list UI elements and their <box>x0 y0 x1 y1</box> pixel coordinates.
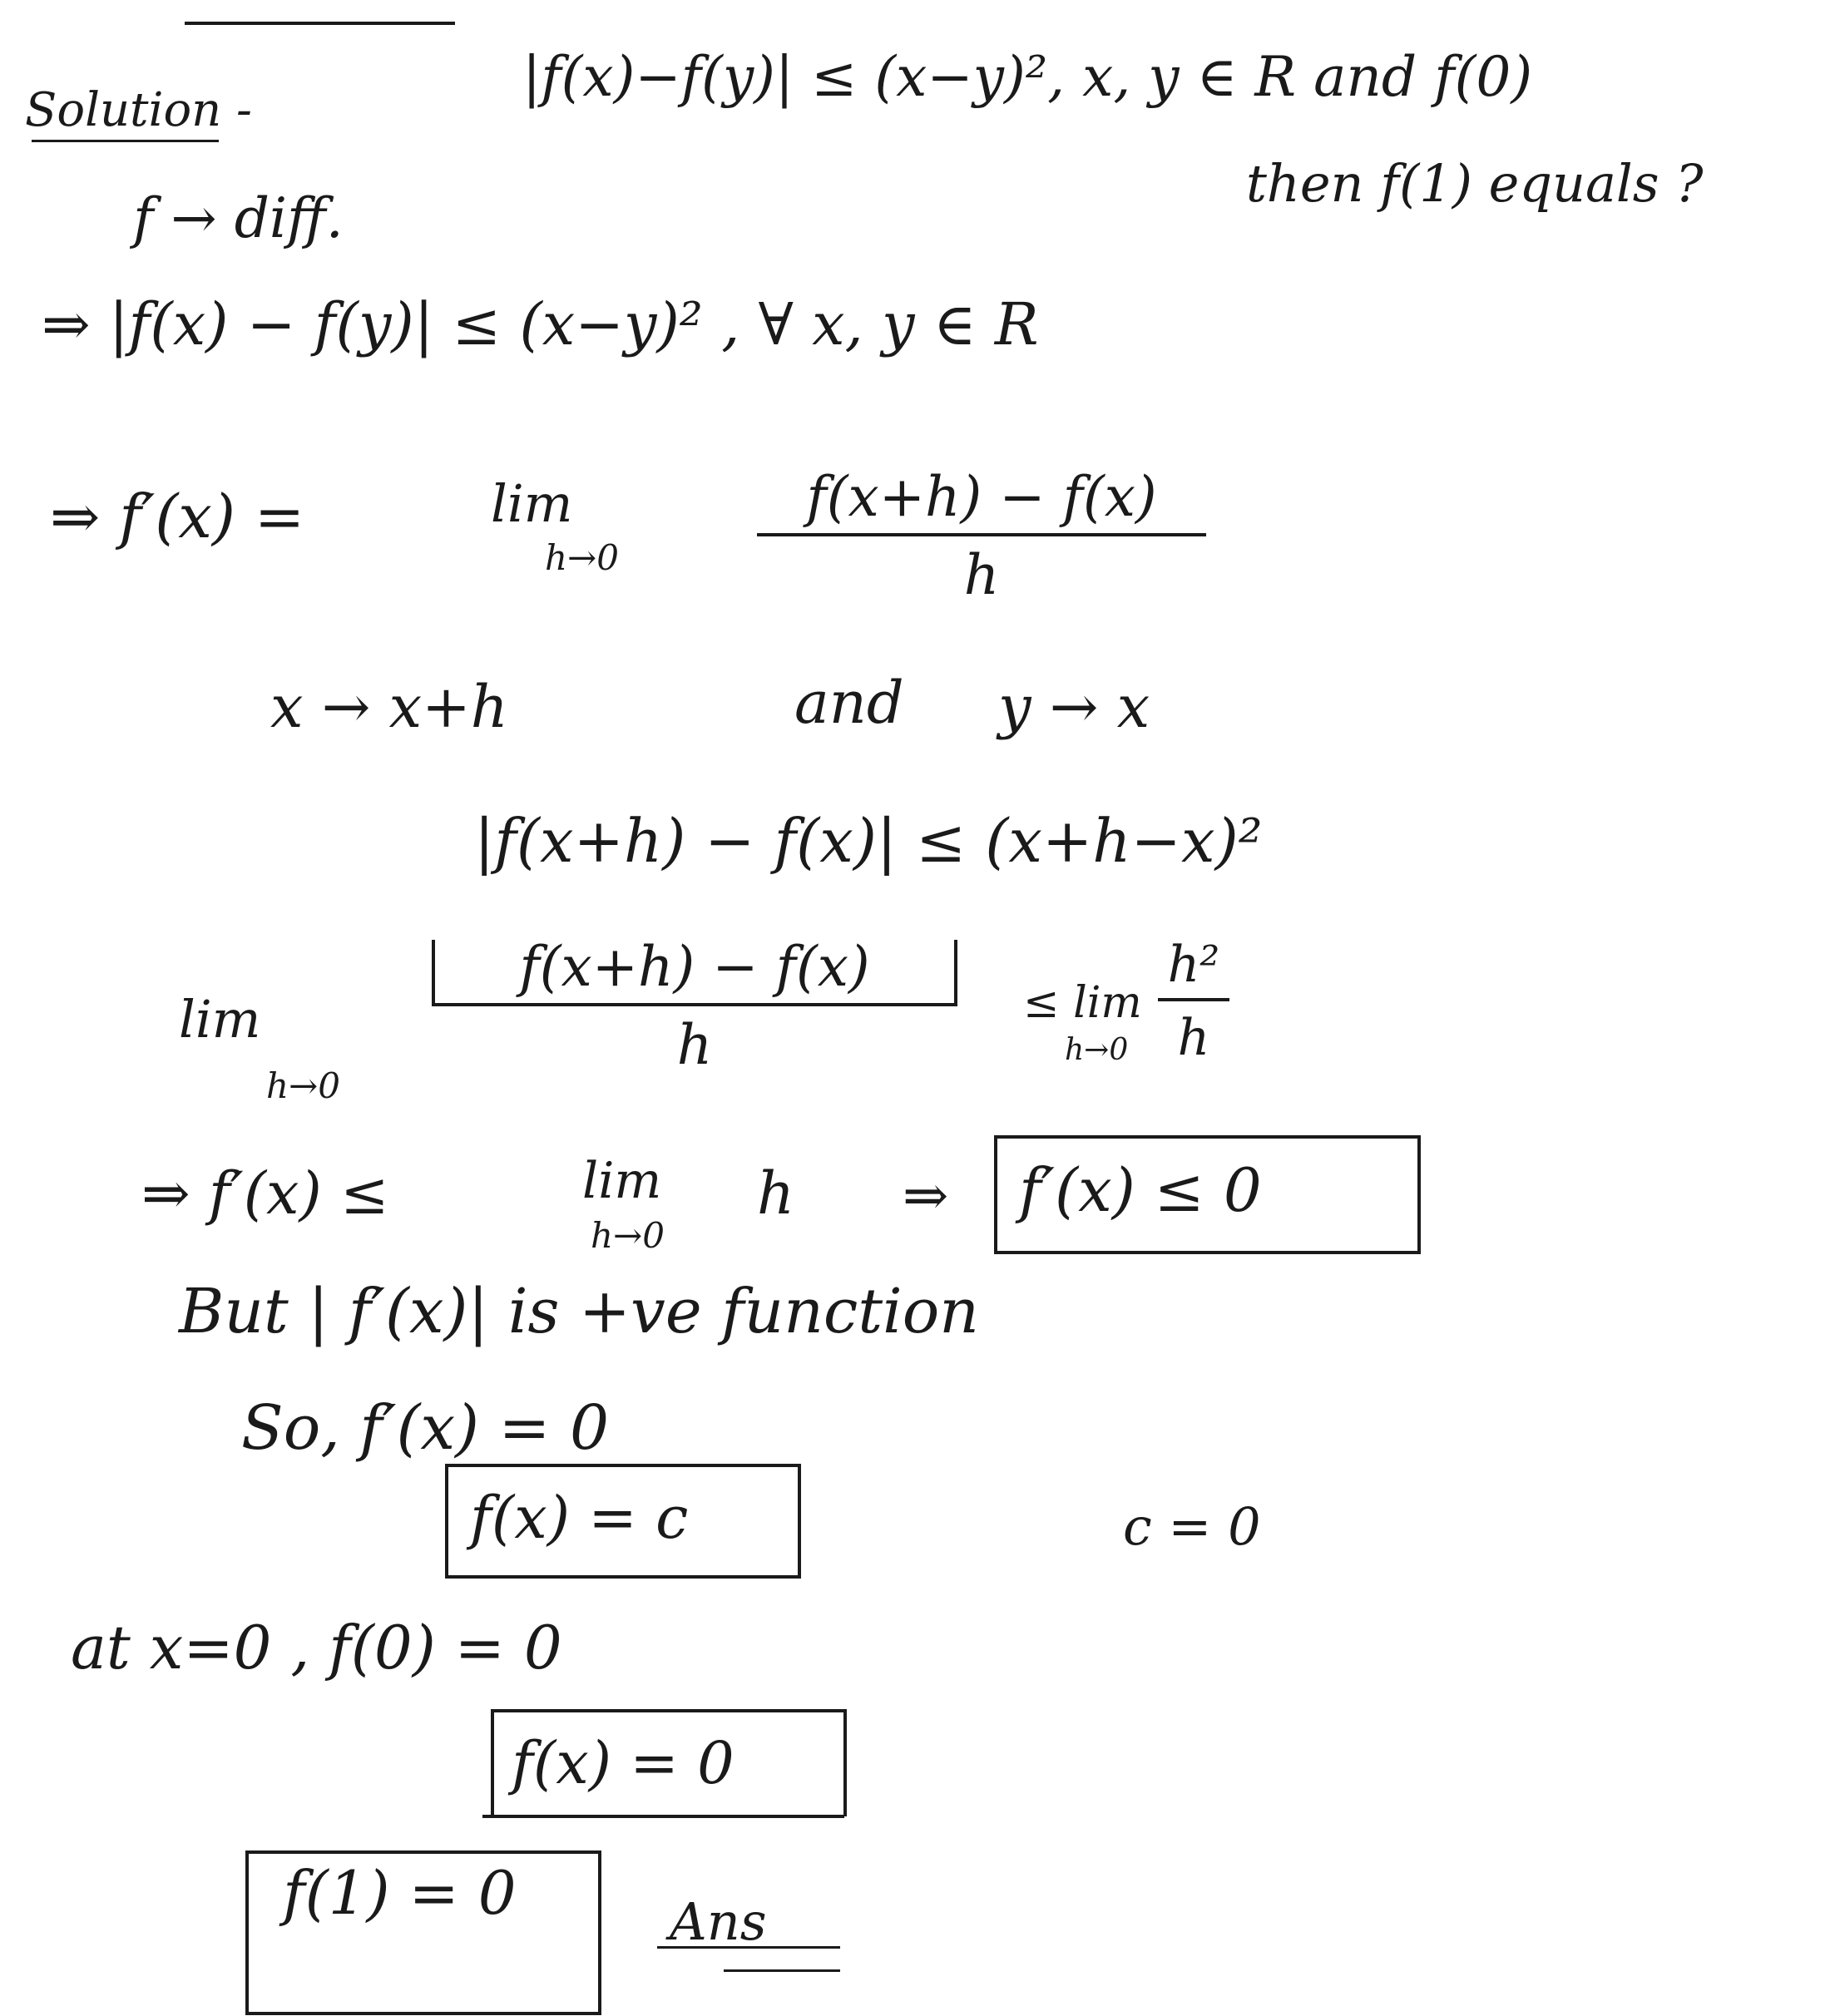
answer-underline-2 <box>724 1969 840 1972</box>
derivative-numerator: f(x+h) − f(x) <box>757 470 1206 536</box>
step-limit-result-sub: h→0 <box>591 1215 665 1256</box>
step-derivative-lhs: ⇒ f′(x) = <box>50 482 305 551</box>
limit-lhs-fraction <box>428 935 961 1077</box>
limit-rhs-op: ≤ lim <box>1023 978 1142 1028</box>
step-substituted-inequality: |f(x+h) − f(x)| ≤ (x+h−x)² <box>474 806 1263 876</box>
step-derivative-lim: lim <box>491 473 573 534</box>
top-rule <box>185 22 455 25</box>
solution-underline <box>32 140 219 142</box>
solution-label: Solution - <box>25 83 252 137</box>
step-derivative-fraction <box>757 465 1206 607</box>
limit-rhs-sub: h→0 <box>1065 1033 1129 1067</box>
substitution-and: and <box>794 669 904 737</box>
boxed-zero-function-underline <box>482 1815 844 1818</box>
derivative-denominator: h <box>963 543 1000 607</box>
step-limit-result-lhs: ⇒ f′(x) ≤ <box>141 1159 389 1228</box>
answer-label: Ans <box>670 1891 767 1952</box>
answer-underline-1 <box>657 1946 840 1949</box>
limit-rhs-fraction <box>1123 936 1264 1067</box>
step-positive-function: But | f′(x)| is +ve function <box>179 1276 979 1347</box>
step-inequality: ⇒ |f(x) − f(y)| ≤ (x−y)² , ∀ x, y ∈ R <box>42 290 1039 358</box>
step-derivative-lim-sub: h→0 <box>545 537 619 578</box>
limit-lhs-lim: lim <box>179 989 261 1050</box>
step-limit-result-lim: lim <box>582 1152 662 1210</box>
limit-lhs-sub: h→0 <box>266 1065 340 1106</box>
step-limit-result-implies: ⇒ <box>903 1164 949 1228</box>
limit-lhs-denominator: h <box>676 1013 713 1077</box>
substitution-y: y → x <box>998 673 1150 741</box>
limit-rhs-denominator: h <box>1177 1009 1210 1067</box>
limit-lhs-numerator: f(x+h) − f(x) <box>432 940 957 1006</box>
boxed-constant-function-text: f(x) = c <box>470 1484 689 1552</box>
substitution-x: x → x+h <box>270 673 508 741</box>
step-evaluate-at-zero: at x=0 , f(0) = 0 <box>71 1613 562 1682</box>
step-differentiable: f → diff. <box>133 186 344 250</box>
boxed-final-answer-text: f(1) = 0 <box>283 1858 517 1928</box>
question-line-2: then f(1) equals ? <box>1246 153 1704 214</box>
limit-rhs-numerator: h² <box>1158 940 1230 1001</box>
boxed-derivative-nonpositive-text: f′(x) ≤ 0 <box>1019 1155 1262 1225</box>
constant-value: c = 0 <box>1123 1496 1261 1557</box>
boxed-zero-function-text: f(x) = 0 <box>512 1729 735 1797</box>
step-derivative-zero: So, f′(x) = 0 <box>241 1392 610 1464</box>
question-line-1: |f(x)−f(y)| ≤ (x−y)², x, y ∈ R and f(0) <box>522 45 1533 109</box>
step-limit-result-h: h <box>757 1159 795 1228</box>
